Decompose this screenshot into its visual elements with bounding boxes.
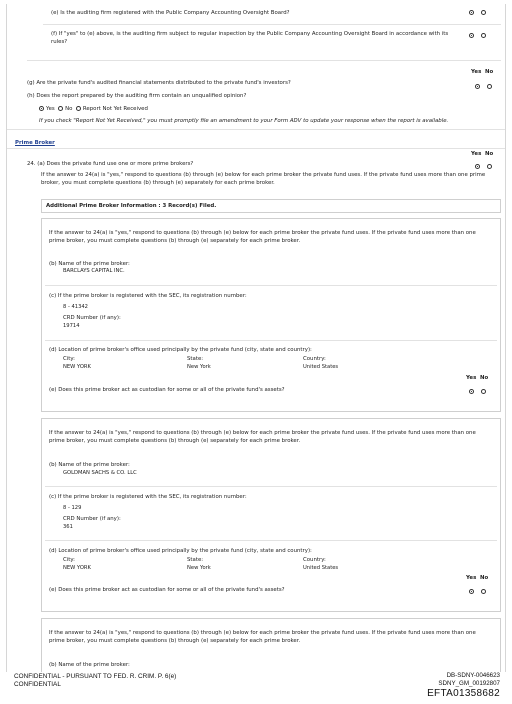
record-3-instructions: If the answer to 24(a) is "yes," respond to questions (b) through (e) below for each prime broker the private fund uses. If the private fund uses more than one prime broker, you must complete questions (b) through (e) separately for each prime broker.	[49, 630, 476, 644]
radio-h-yes[interactable]	[39, 106, 44, 111]
divider	[7, 129, 506, 130]
question-g: (g) Are the private fund's audited financial statements distributed to the private fund's investors?	[27, 80, 291, 86]
radio-h-not-received[interactable]	[76, 106, 81, 111]
radio-pair-g	[475, 84, 499, 90]
record-2-question-c: (c) If the prime broker is registered with the SEC, its registration number:	[49, 494, 247, 500]
records-filed-bar	[41, 199, 501, 213]
option-yes-label: Yes	[46, 106, 55, 112]
no-label: No	[480, 375, 489, 381]
radio-pair-e	[469, 10, 493, 16]
record-2-crd-label: CRD Number (if any):	[63, 516, 121, 522]
form-page	[6, 4, 506, 672]
divider	[45, 540, 497, 541]
record-2-state: New York	[187, 565, 211, 571]
radio-f-no[interactable]	[481, 33, 486, 38]
radio-h-no[interactable]	[58, 106, 63, 111]
option-not-received-label: Report Not Yet Received	[82, 106, 148, 112]
divider	[43, 24, 501, 25]
yes-no-header	[471, 69, 493, 75]
radio-g-no[interactable]	[487, 84, 492, 89]
record-2-radio-e-yes[interactable]	[469, 589, 474, 594]
record-2-state-label: State:	[187, 557, 204, 563]
yes-label: Yes	[466, 375, 477, 381]
radio-e-no[interactable]	[481, 10, 486, 15]
record-2-question-b: (b) Name of the prime broker:	[49, 462, 130, 468]
record-1-country: United States	[303, 364, 339, 370]
radio-24a-no[interactable]	[487, 164, 492, 169]
record-2-question-e: (e) Does this prime broker act as custodian for some or all of the private fund's assets?	[49, 587, 285, 593]
record-2-crd-number: 361	[63, 524, 73, 530]
record-1-yes-no-header	[466, 375, 488, 381]
h-note: If you check "Report Not Yet Received," you must promptly file an amendment to your Form ADV to update your response when the report is available.	[39, 118, 449, 124]
record-1-sec-number: 8 - 41342	[63, 304, 88, 310]
record-2-yes-no-header	[466, 575, 488, 581]
record-1-city-label: City:	[63, 356, 75, 362]
divider	[7, 148, 506, 149]
q24-instructions: If the answer to 24(a) is "yes," respond to questions (b) through (e) below for each prime broker the private fund uses. If the private fund uses more than one prime broker, you must complete questions (b) through (e) separately for each prime broker.	[41, 172, 486, 186]
yes-no-header-24	[471, 151, 493, 157]
footer-bates-1: DB-SDNY-0046623	[446, 672, 500, 679]
footer-bates-2: SDNY_GM_00192807	[438, 680, 500, 687]
footer-confidential: CONFIDENTIAL	[14, 681, 61, 688]
question-h: (h) Does the report prepared by the auditing firm contain an unqualified opinion?	[27, 93, 247, 99]
footer-confidential-notice: CONFIDENTIAL - PURSUANT TO FED. R. CRIM. P. 6(e)	[14, 673, 177, 680]
record-2-country: United States	[303, 565, 339, 571]
record-1-question-c: (c) If the prime broker is registered with the SEC, its registration number:	[49, 293, 247, 299]
divider	[45, 340, 497, 341]
record-1-state: New York	[187, 364, 211, 370]
yes-label: Yes	[466, 575, 477, 581]
record-2-city: NEW YORK	[63, 565, 91, 571]
record-2-city-label: City:	[63, 557, 75, 563]
radio-g-yes[interactable]	[475, 84, 480, 89]
footer-efta-number: EFTA01358682	[427, 688, 500, 699]
record-1-crd-label: CRD Number (if any):	[63, 315, 121, 321]
record-3-question-b: (b) Name of the prime broker:	[49, 662, 130, 668]
record-1-question-d: (d) Location of prime broker's office used principally by the private fund (city, state and country):	[49, 347, 312, 353]
record-2-question-d: (d) Location of prime broker's office used principally by the private fund (city, state and country):	[49, 548, 312, 554]
record-2-radio-e-no[interactable]	[481, 589, 486, 594]
question-e: (e) Is the auditing firm registered with the Public Company Accounting Oversight Board?	[51, 10, 290, 16]
section-title-prime-broker: Prime Broker	[15, 140, 55, 146]
question-f: (f) If "yes" to (e) above, is the auditing firm subject to regular inspection by the Public Company Accounting Oversight Board in accordance with its rules?	[51, 31, 449, 45]
record-2-country-label: Country:	[303, 557, 326, 563]
no-label: No	[480, 575, 489, 581]
record-1-radio-e-no[interactable]	[481, 389, 486, 394]
record-1-question-b: (b) Name of the prime broker:	[49, 261, 130, 267]
record-2-radio-pair-e	[469, 589, 493, 595]
yes-label: Yes	[471, 69, 482, 75]
record-1-crd-number: 19714	[63, 323, 80, 329]
record-1-question-e: (e) Does this prime broker act as custodian for some or all of the private fund's assets?	[49, 387, 285, 393]
yes-label: Yes	[471, 151, 482, 157]
record-1-instructions: If the answer to 24(a) is "yes," respond to questions (b) through (e) below for each prime broker the private fund uses. If the private fund uses more than one prime broker, you must complete questions (b) through (e) separately for each prime broker.	[49, 230, 476, 244]
prime-broker-record-2	[41, 418, 501, 612]
record-1-city: NEW YORK	[63, 364, 91, 370]
records-filed-label: Additional Prime Broker Information : 3 Record(s) Filed.	[46, 203, 217, 209]
record-2-sec-number: 8 - 129	[63, 505, 82, 511]
record-1-country-label: Country:	[303, 356, 326, 362]
divider	[27, 60, 501, 61]
radio-f-yes[interactable]	[469, 33, 474, 38]
question-24a: 24. (a) Does the private fund use one or more prime brokers?	[27, 161, 194, 167]
h-options	[39, 106, 148, 112]
radio-pair-24a	[475, 164, 499, 170]
radio-24a-yes[interactable]	[475, 164, 480, 169]
record-1-radio-pair-e	[469, 389, 493, 395]
record-2-instructions: If the answer to 24(a) is "yes," respond to questions (b) through (e) below for each prime broker the private fund uses. If the private fund uses more than one prime broker, you must complete questions (b) through (e) separately for each prime broker.	[49, 430, 476, 444]
option-no-label: No	[65, 106, 73, 112]
record-1-state-label: State:	[187, 356, 204, 362]
radio-e-yes[interactable]	[469, 10, 474, 15]
divider	[45, 486, 497, 487]
no-label: No	[485, 151, 494, 157]
record-1-radio-e-yes[interactable]	[469, 389, 474, 394]
radio-pair-f	[469, 33, 493, 39]
no-label: No	[485, 69, 494, 75]
divider	[45, 285, 497, 286]
record-2-broker-name: GOLDMAN SACHS & CO. LLC	[63, 470, 137, 476]
record-1-broker-name: BARCLAYS CAPITAL INC.	[63, 268, 125, 274]
